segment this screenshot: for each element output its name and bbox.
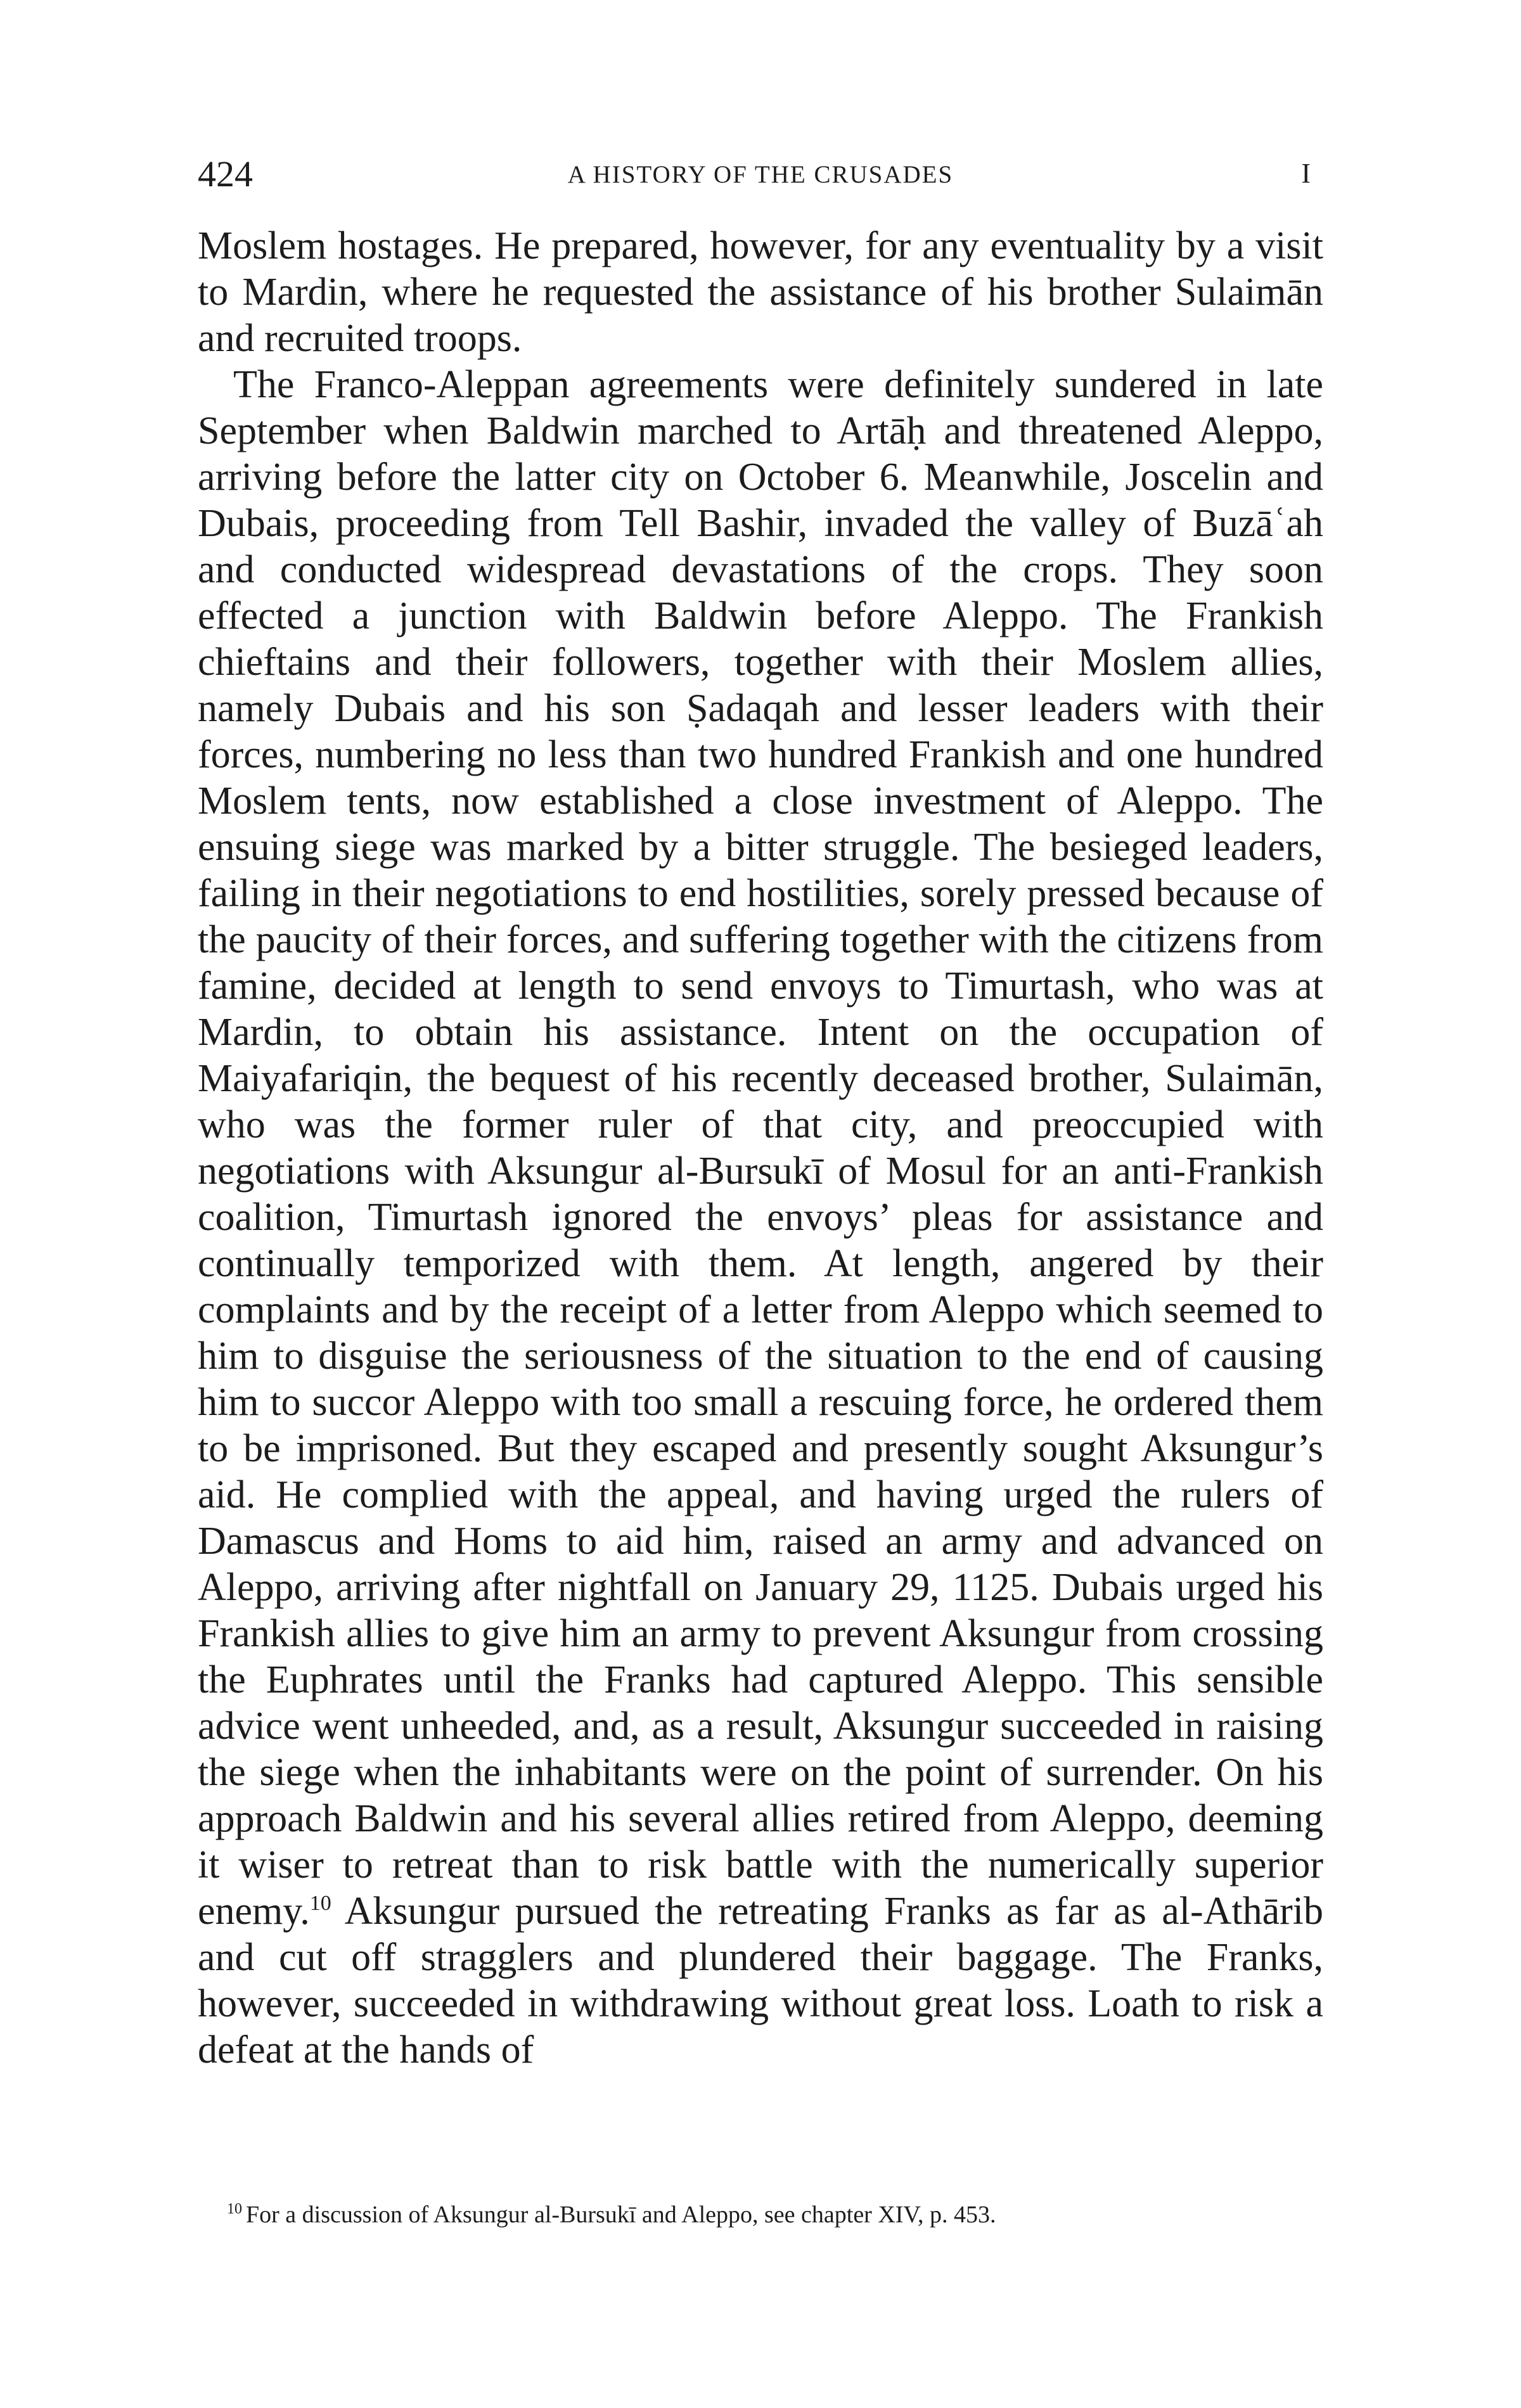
footnote: [198, 2199, 1323, 2231]
body-text: [198, 223, 1323, 2073]
paragraph-2: [198, 362, 1323, 2073]
paragraph-1: Moslem hostages. He prepared, however, for any eventuality by a visit to Mardin, where he requested the assistance of his brother Sulaimān and recruited troops.: [198, 224, 1323, 360]
paragraph-2-text-a: The Franco-Aleppan agreements were definitely sundered in late September when Baldwin marched to Artāḥ and threatened Aleppo, arriving before the latter city on October 6. Meanwhile, Joscelin and Dubais, proceeding from Tell Bashir, invaded the valley of Buzāʿah and conducted widespread devastations of the crops. They soon effected a junction with Baldwin before Aleppo. The Frankish chieftains and their followers, together with their Moslem allies, namely Dubais and his son Ṣadaqah and lesser leaders with their forces, numbering no less than two hundred Frankish and one hundred Moslem tents, now established a close investment of Aleppo. The ensuing siege was marked by a bitter struggle. The besieged leaders, failing in their negotiations to end hostilities, sorely pressed because of the paucity of their forces, and suffering together with the citizens from famine, decided at length to send envoys to Timurtash, who was at Mardin, to obtain his assistance. Intent on the occupation of Maiyafariqin, the bequest of his recently deceased brother, Sulaimān, who was the former ruler of that city, and preoccupied with negotiations with Aksungur al-Bursukī of Mosul for an anti-Frankish coalition, Timurtash ignored the envoys’ pleas for assistance and continually temporized with them. At length, angered by their complaints and by the receipt of a letter from Aleppo which seemed to him to disguise the seriousness of the situation to the end of causing him to succor Aleppo with too small a rescuing force, he ordered them to be imprisoned. But they escaped and presently sought Aksungur’s aid. He complied with the appeal, and having urged the rulers of Damascus and Homs to aid him, raised an army and advanced on Aleppo, arriving after nightfall on January 29, 1125. Dubais urged his Frankish allies to give him an army to prevent Aksungur from crossing the Euphrates until the Franks had captured Aleppo. This sensible advice went unheeded, and, as a result, Aksungur succeeded in raising the siege when the inhabitants were on the point of surrender. On his approach Baldwin and his several allies retired from Aleppo, deeming it wiser to retreat than to risk battle with the numerically superior enemy.: [198, 363, 1323, 1933]
running-head: [198, 152, 1323, 196]
footnote-reference[interactable]: 10: [309, 1892, 331, 1915]
running-title: A HISTORY OF THE CRUSADES: [567, 161, 954, 188]
footnote-number: 10: [227, 2201, 242, 2217]
footnote-text: For a discussion of Aksungur al-Bursukī and Aleppo, see chapter XIV, p. 453.: [246, 2201, 996, 2228]
page-number: 424: [198, 153, 253, 195]
volume-number: I: [1301, 158, 1311, 189]
paragraph-2-text-b: Aksungur pursued the retreating Franks as far as al-Athārib and cut off stragglers and plundered their baggage. The Franks, however, succeeded in withdrawing without great loss. Loath to risk a defeat at the hands of: [198, 1890, 1323, 2072]
